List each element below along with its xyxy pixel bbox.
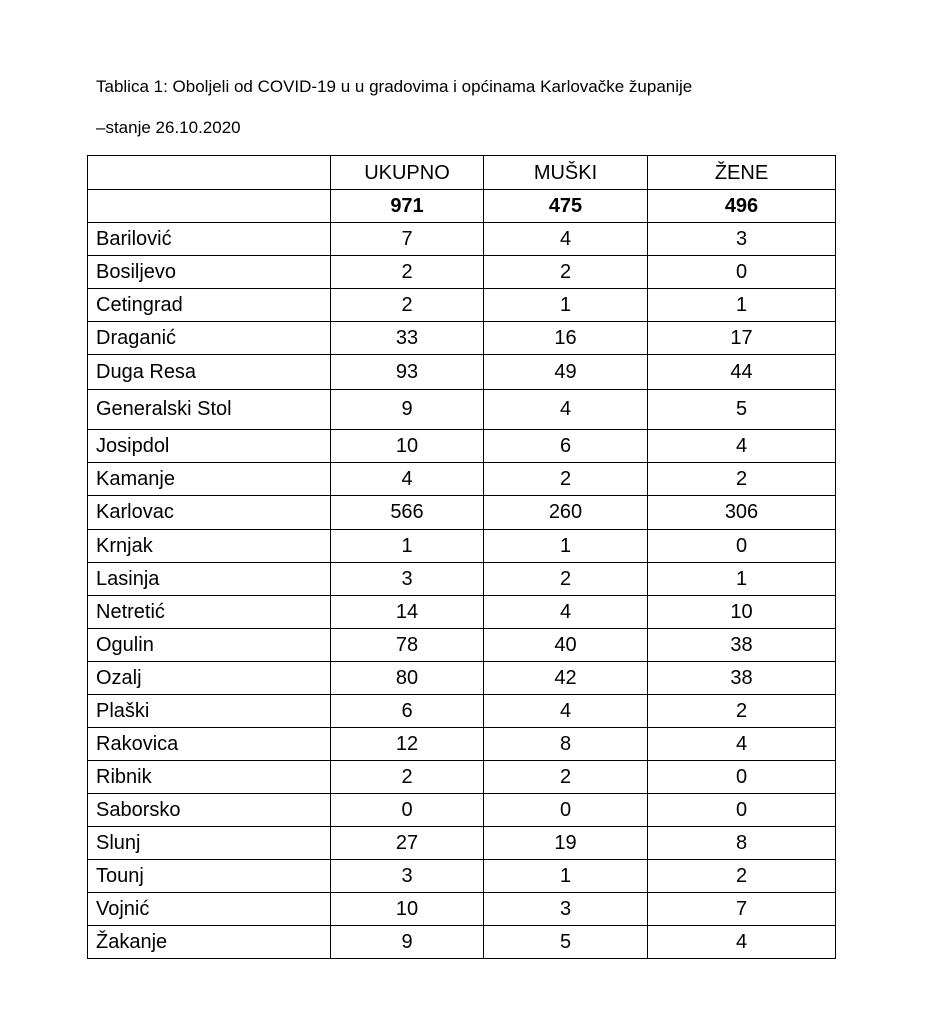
cell-zene: 8 — [648, 827, 836, 860]
cell-ukupno: 80 — [331, 662, 484, 695]
cell-ukupno: 3 — [331, 563, 484, 596]
table-row — [88, 355, 836, 390]
municipality-name: Ogulin — [88, 629, 331, 662]
municipality-name: Ribnik — [88, 761, 331, 794]
table-row — [88, 761, 836, 794]
table-row — [88, 827, 836, 860]
column-header-ukupno: UKUPNO — [331, 156, 484, 190]
cell-zene: 10 — [648, 596, 836, 629]
cell-muski: 40 — [484, 629, 648, 662]
cell-ukupno: 9 — [331, 390, 484, 430]
cell-ukupno: 0 — [331, 794, 484, 827]
municipality-name: Slunj — [88, 827, 331, 860]
table-row — [88, 662, 836, 695]
cell-ukupno: 566 — [331, 496, 484, 530]
cell-ukupno: 10 — [331, 430, 484, 463]
cell-zene: 1 — [648, 563, 836, 596]
cell-muski: 2 — [484, 563, 648, 596]
table-row — [88, 390, 836, 430]
cell-ukupno: 14 — [331, 596, 484, 629]
cell-muski: 260 — [484, 496, 648, 530]
cell-muski: 6 — [484, 430, 648, 463]
cell-zene: 17 — [648, 322, 836, 355]
table-row — [88, 596, 836, 629]
total-zene: 496 — [648, 190, 836, 223]
cell-ukupno: 1 — [331, 530, 484, 563]
cell-zene: 4 — [648, 430, 836, 463]
table-row — [88, 629, 836, 662]
municipality-name: Duga Resa — [88, 355, 331, 390]
table-row — [88, 289, 836, 322]
table-row — [88, 496, 836, 530]
total-ukupno: 971 — [331, 190, 484, 223]
municipality-name: Saborsko — [88, 794, 331, 827]
table-caption: Tablica 1: Oboljeli od COVID-19 u u gradovima i općinama Karlovačke županije — [96, 77, 693, 96]
cell-zene: 7 — [648, 893, 836, 926]
table-date-line: –stanje 26.10.2020 — [96, 118, 241, 137]
cell-ukupno: 7 — [331, 223, 484, 256]
cell-ukupno: 9 — [331, 926, 484, 959]
municipality-name: Plaški — [88, 695, 331, 728]
table-row — [88, 256, 836, 289]
municipality-name: Generalski Stol — [88, 390, 331, 430]
table-row — [88, 430, 836, 463]
cell-ukupno: 27 — [331, 827, 484, 860]
municipality-name: Barilović — [88, 223, 331, 256]
total-muski: 475 — [484, 190, 648, 223]
table-row — [88, 926, 836, 959]
cell-muski: 16 — [484, 322, 648, 355]
cell-muski: 4 — [484, 596, 648, 629]
cell-muski: 2 — [484, 463, 648, 496]
table-header-row — [88, 156, 836, 190]
cell-muski: 4 — [484, 223, 648, 256]
column-header-name — [88, 156, 331, 190]
municipality-name: Vojnić — [88, 893, 331, 926]
municipality-name: Rakovica — [88, 728, 331, 761]
table-body — [88, 156, 836, 959]
cell-zene: 5 — [648, 390, 836, 430]
municipality-name: Lasinja — [88, 563, 331, 596]
totals-row — [88, 190, 836, 223]
municipality-name: Karlovac — [88, 496, 331, 530]
cell-zene: 2 — [648, 695, 836, 728]
totals-label — [88, 190, 331, 223]
cell-muski: 2 — [484, 256, 648, 289]
table-row — [88, 322, 836, 355]
cell-muski: 4 — [484, 390, 648, 430]
table-row — [88, 563, 836, 596]
cell-muski: 2 — [484, 761, 648, 794]
cell-ukupno: 2 — [331, 289, 484, 322]
covid-cases-table — [87, 155, 836, 959]
column-header-zene: ŽENE — [648, 156, 836, 190]
cell-zene: 0 — [648, 794, 836, 827]
cell-zene: 2 — [648, 860, 836, 893]
municipality-name: Bosiljevo — [88, 256, 331, 289]
municipality-name: Josipdol — [88, 430, 331, 463]
cell-zene: 4 — [648, 926, 836, 959]
municipality-name: Ozalj — [88, 662, 331, 695]
cell-ukupno: 2 — [331, 761, 484, 794]
column-header-muski: MUŠKI — [484, 156, 648, 190]
cell-zene: 0 — [648, 761, 836, 794]
cell-zene: 0 — [648, 256, 836, 289]
cell-muski: 1 — [484, 530, 648, 563]
cell-ukupno: 12 — [331, 728, 484, 761]
cell-ukupno: 3 — [331, 860, 484, 893]
table-row — [88, 860, 836, 893]
municipality-name: Draganić — [88, 322, 331, 355]
cell-muski: 19 — [484, 827, 648, 860]
table-row — [88, 893, 836, 926]
cell-ukupno: 2 — [331, 256, 484, 289]
cell-zene: 0 — [648, 530, 836, 563]
table-row — [88, 695, 836, 728]
cell-zene: 3 — [648, 223, 836, 256]
cell-ukupno: 10 — [331, 893, 484, 926]
cell-muski: 3 — [484, 893, 648, 926]
cell-muski: 1 — [484, 289, 648, 322]
cell-ukupno: 93 — [331, 355, 484, 390]
cell-ukupno: 4 — [331, 463, 484, 496]
municipality-name: Netretić — [88, 596, 331, 629]
cell-zene: 2 — [648, 463, 836, 496]
table-row — [88, 794, 836, 827]
table-row — [88, 463, 836, 496]
cell-muski: 5 — [484, 926, 648, 959]
cell-muski: 42 — [484, 662, 648, 695]
municipality-name: Kamanje — [88, 463, 331, 496]
municipality-name: Cetingrad — [88, 289, 331, 322]
cell-zene: 4 — [648, 728, 836, 761]
municipality-name: Tounj — [88, 860, 331, 893]
cell-zene: 1 — [648, 289, 836, 322]
cell-zene: 306 — [648, 496, 836, 530]
cell-muski: 1 — [484, 860, 648, 893]
municipality-name: Krnjak — [88, 530, 331, 563]
cell-zene: 38 — [648, 662, 836, 695]
cell-muski: 0 — [484, 794, 648, 827]
cell-ukupno: 33 — [331, 322, 484, 355]
cell-muski: 8 — [484, 728, 648, 761]
cell-zene: 38 — [648, 629, 836, 662]
table-row — [88, 223, 836, 256]
cell-ukupno: 78 — [331, 629, 484, 662]
cell-ukupno: 6 — [331, 695, 484, 728]
municipality-name: Žakanje — [88, 926, 331, 959]
table-row — [88, 728, 836, 761]
cell-zene: 44 — [648, 355, 836, 390]
cell-muski: 49 — [484, 355, 648, 390]
table-row — [88, 530, 836, 563]
cell-muski: 4 — [484, 695, 648, 728]
